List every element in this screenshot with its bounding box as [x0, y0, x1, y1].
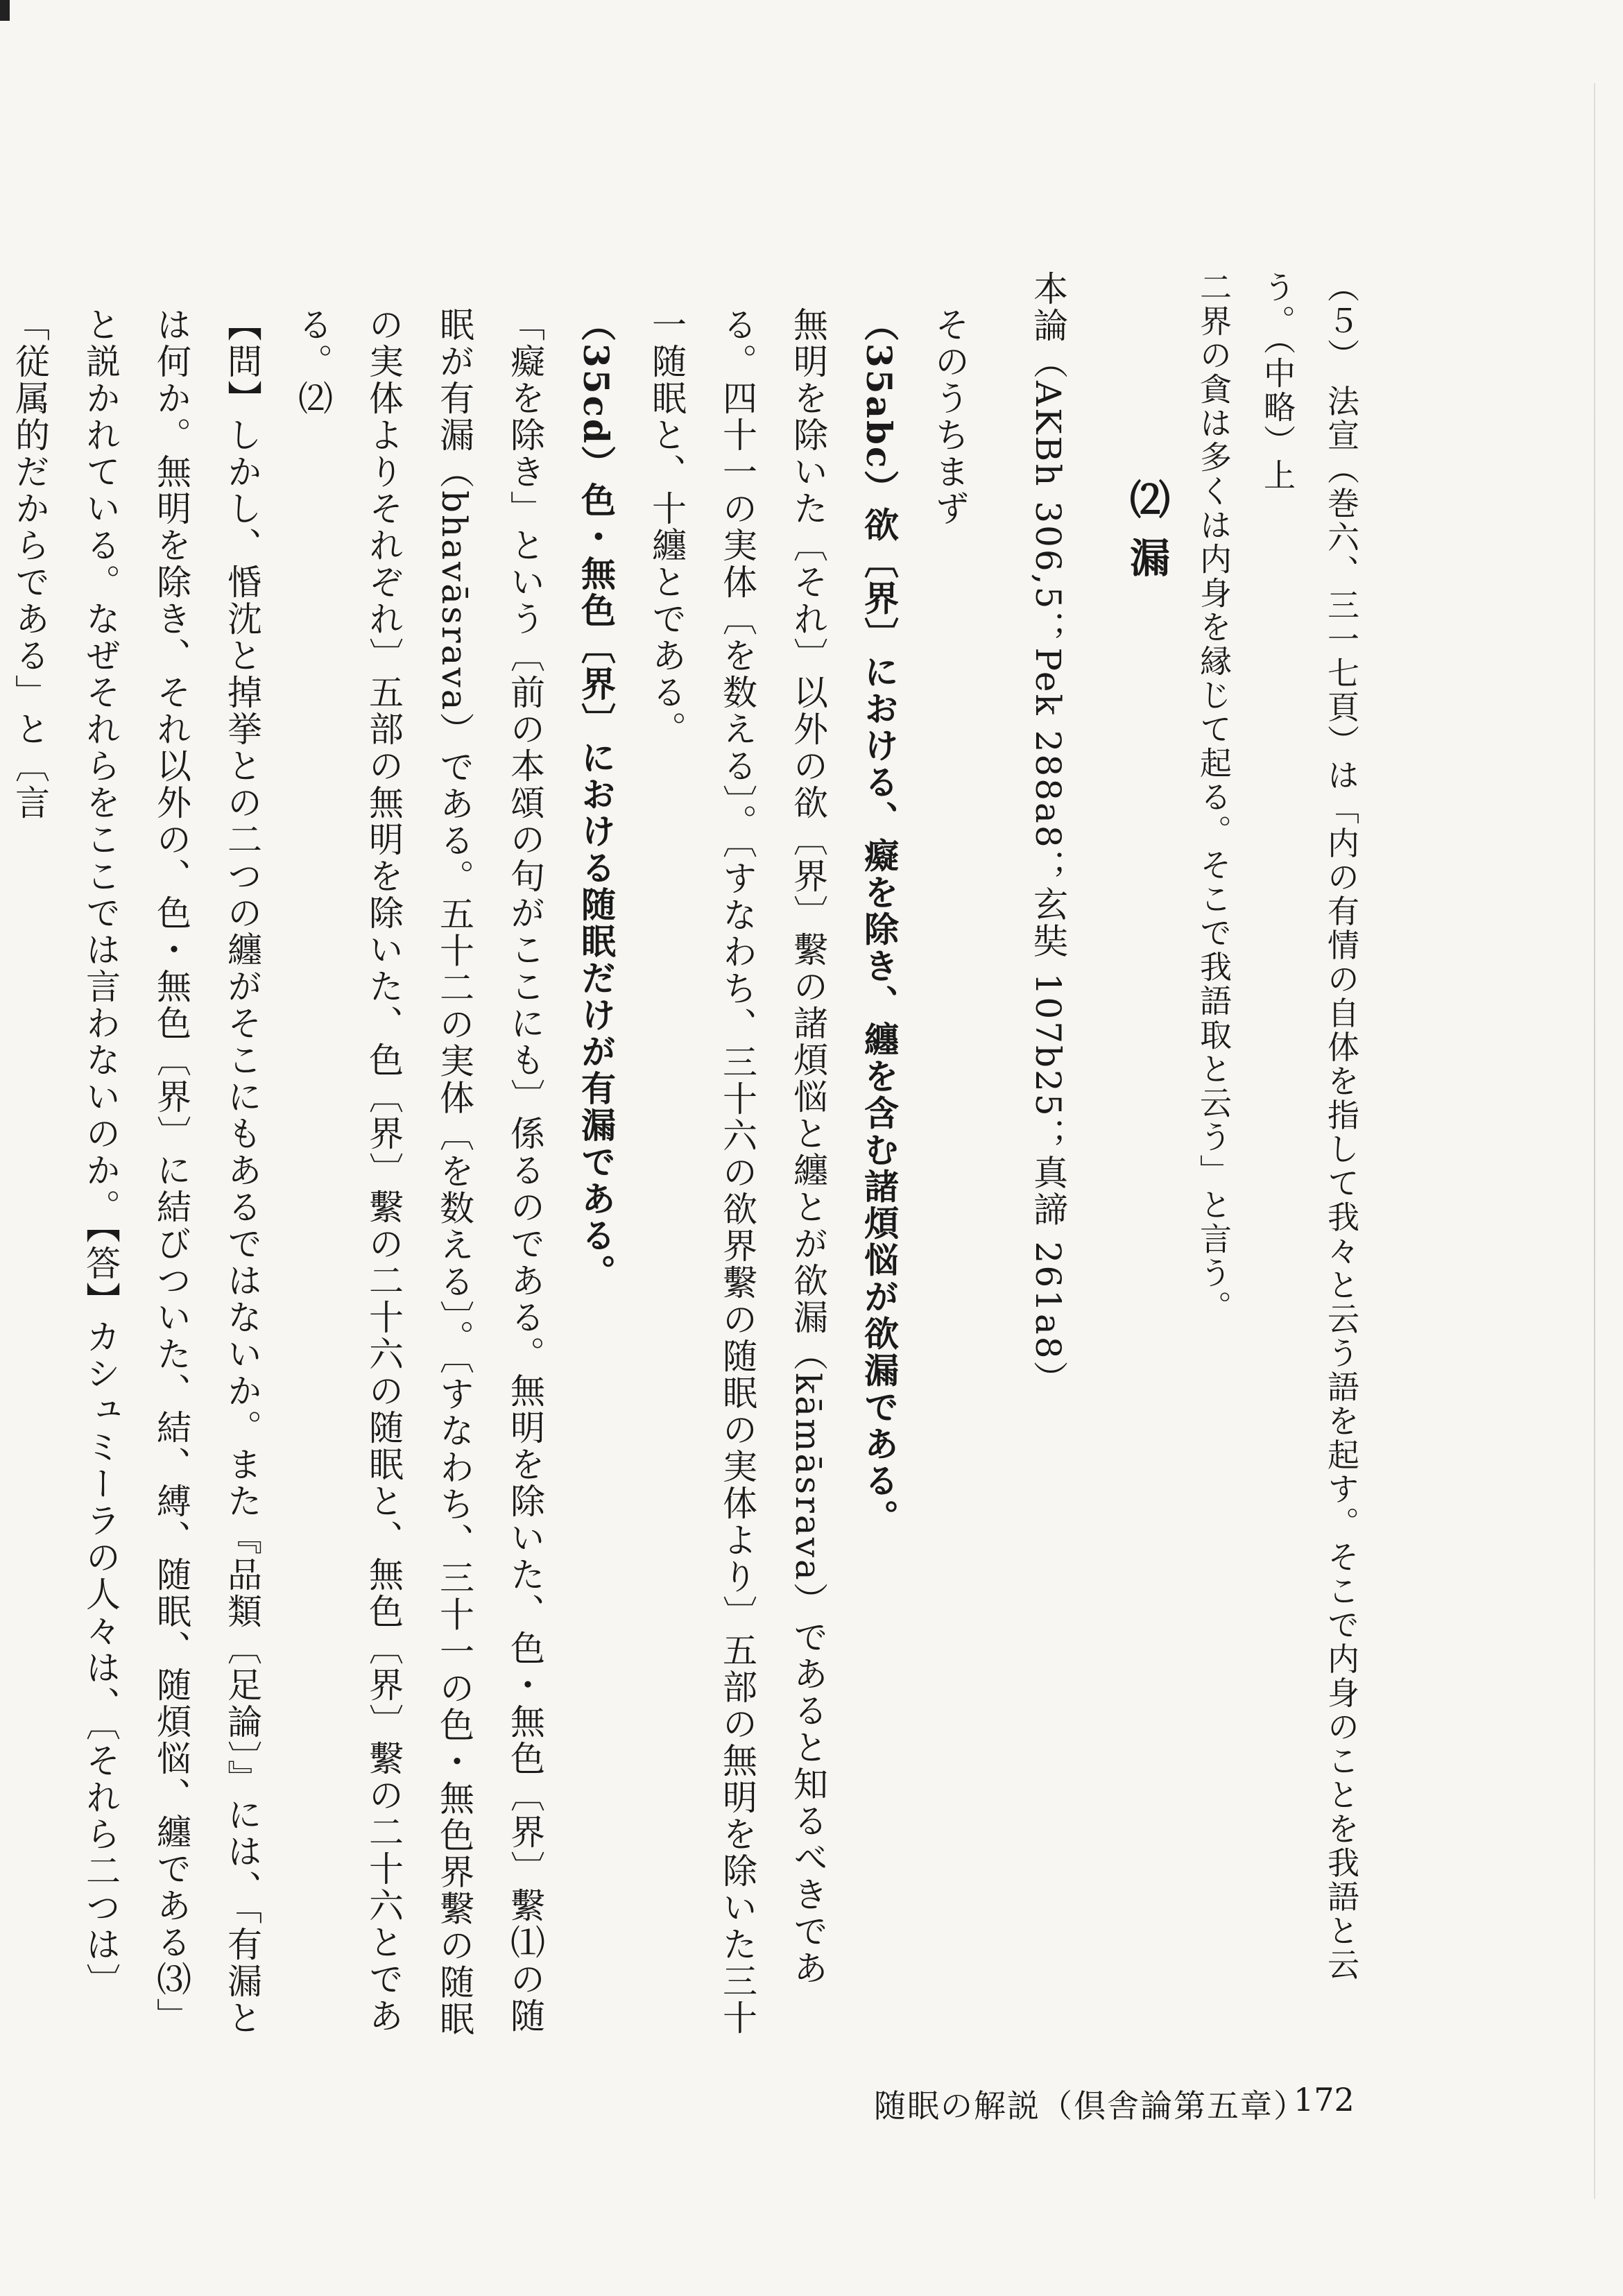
question-answer: 【問】しかし、惛沈と掉挙との二つの纏がそこにもあるではないか。また『品類〔足論〕』には、「有漏とは何か。無明を除き、それ以外の、色・無色〔界〕に結びついた、結、縛、随眠、随煩悩、纏である⑶」と説かれている。なぜそれらをここでは言わないのか。【答】カシュミーラの人々は、〔それら二つは〕「従属的だからである」と〔言 [10, 307, 262, 2037]
footnote-5-line-1: （５） 法宣（巻六、三一七頁）は「内の有情の自体を指して我々と云う語を起す。そこで内身のことを我語と云う。（中略）上 [1259, 271, 1360, 1982]
page-edge-shadow [1594, 83, 1595, 2199]
commentary-35abc: 無明を除いた〔それ〕以外の欲〔界〕繫の諸煩悩と纏とが欲漏（kāmāsrava）であると知るべきである。四十一の実体〔を数える〕。〔すなわち、三十六の欲界繫の随眠の実体より〕五部の無明を除いた三十一随眠と、十纏とである。 [646, 307, 828, 2037]
running-footer-title: 随眠の解説（倶舎論第五章） [874, 2087, 1307, 2125]
intro-line: そのうちまず [929, 307, 970, 527]
section-heading: ⑵ 漏 [1123, 479, 1170, 580]
verse-35abc: （35abc）欲〔界〕における、癡を除き、纏を含む諸煩悩が欲漏である。 [859, 307, 900, 1536]
page-number: 172 [1294, 2081, 1355, 2118]
main-text-reference: 本論（AKBh 306,5；Pek 288a8；玄奘 107b25；真諦 261a8） [1028, 271, 1068, 1398]
commentary-35cd: 「癡を除き」という〔前の本頌の句がここにも〕係るのである。無明を除いた、色・無色〔界〕繫⑴の随眠が有漏（bhavāsrava）である。五十二の実体〔を数える〕。〔すなわち、三十一の色・無色界繫の随眠の実体よりそれぞれ〕五部の無明を除いた、色〔界〕繫の二十六の随眠と、無色〔界〕繫の二十六とである。⑵ [293, 307, 545, 2038]
scan-corner-mark [0, 0, 10, 21]
footnote-5-line-2: 二界の貪は多くは内身を縁じて起る。そこで我語取と云う」と言う。 [1195, 271, 1233, 1324]
verse-35cd: （35cd）色・無色〔界〕における随眠だけが有漏である。 [576, 307, 617, 1291]
vertical-text-block [10, 271, 1373, 2046]
